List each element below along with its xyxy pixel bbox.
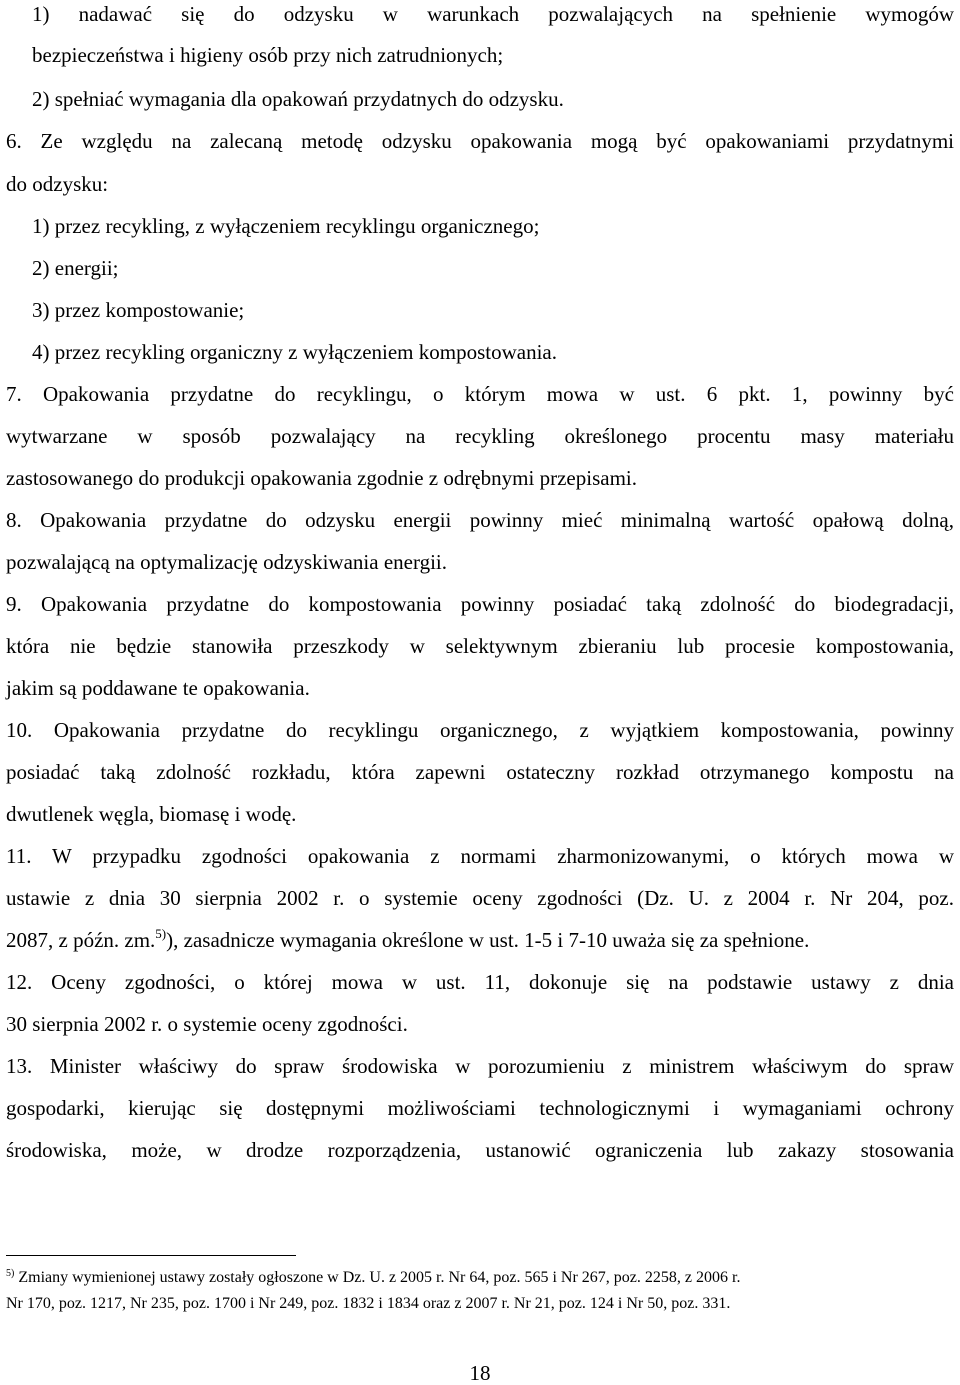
text-line: 2) energii; <box>32 256 119 280</box>
text-line: 1) nadawać się do odzysku w warunkach pozwalających na spełnienie wymogów <box>32 2 954 26</box>
text-line: wytwarzane w sposób pozwalający na recykling określonego procentu masy materiału <box>6 424 954 448</box>
text-segment: ), zasadnicze wymagania określone w ust. 1-5 i 7-10 uważa się za spełnione. <box>166 928 810 952</box>
text-line: która nie będzie stanowiła przeszkody w selektywnym zbieraniu lub procesie kompostowania, <box>6 634 954 658</box>
text-line: 2) spełniać wymagania dla opakowań przydatnych do odzysku. <box>32 87 564 111</box>
text-line: jakim są poddawane te opakowania. <box>6 676 310 700</box>
text-line: gospodarki, kierując się dostępnymi możliwościami technologicznymi i wymaganiami ochrony <box>6 1096 954 1120</box>
text-line: posiadać taką zdolność rozkładu, która zapewni ostateczny rozkład otrzymanego kompostu na <box>6 760 954 784</box>
text-line: 7. Opakowania przydatne do recyklingu, o którym mowa w ust. 6 pkt. 1, powinny być <box>6 382 954 406</box>
text-line: 6. Ze względu na zalecaną metodę odzysku opakowania mogą być opakowaniami przydatnymi <box>6 129 954 153</box>
text-segment: 2087, z późn. zm. <box>6 928 156 952</box>
text-line: dwutlenek węgla, biomasę i wodę. <box>6 802 297 826</box>
footnote-reference[interactable]: 5) <box>155 926 167 941</box>
footnote-line <box>6 1268 956 1288</box>
text-line: 10. Opakowania przydatne do recyklingu organicznego, z wyjątkiem kompostowania, powinny <box>6 718 954 742</box>
text-line: 1) przez recykling, z wyłączeniem recyklingu organicznego; <box>32 214 540 238</box>
text-line: 8. Opakowania przydatne do odzysku energii powinny mieć minimalną wartość opałową dolną, <box>6 508 954 532</box>
text-line: pozwalającą na optymalizację odzyskiwania energii. <box>6 550 447 574</box>
footnote-marker: 5) <box>6 1268 15 1279</box>
footnote-line: Nr 170, poz. 1217, Nr 235, poz. 1700 i Nr 249, poz. 1832 i 1834 oraz z 2007 r. Nr 21, poz. 124 i Nr 50, poz. 331. <box>6 1295 731 1312</box>
text-line: do odzysku: <box>6 172 109 196</box>
text-line: 4) przez recykling organiczny z wyłączeniem kompostowania. <box>32 340 557 364</box>
text-line: zastosowanego do produkcji opakowania zgodnie z odrębnymi przepisami. <box>6 466 637 490</box>
text-line: 11. W przypadku zgodności opakowania z normami zharmonizowanymi, o których mowa w <box>6 844 954 868</box>
text-line: 9. Opakowania przydatne do kompostowania powinny posiadać taką zdolność do biodegradacji, <box>6 592 954 616</box>
page-number: 18 <box>469 1361 491 1385</box>
text-line: bezpieczeństwa i higieny osób przy nich zatrudnionych; <box>32 43 504 67</box>
text-line: 30 sierpnia 2002 r. o systemie oceny zgodności. <box>6 1012 408 1036</box>
text-line: ustawie z dnia 30 sierpnia 2002 r. o systemie oceny zgodności (Dz. U. z 2004 r. Nr 204, poz. <box>6 886 954 910</box>
text-line: 12. Oceny zgodności, o której mowa w ust. 11, dokonuje się na podstawie ustawy z dnia <box>6 970 954 994</box>
text-line: 3) przez kompostowanie; <box>32 298 245 322</box>
text-line: środowiska, może, w drodze rozporządzenia, ustanowić ograniczenia lub zakazy stosowania <box>6 1138 954 1162</box>
text-line: 13. Minister właściwy do spraw środowiska w porozumieniu z ministrem właściwym do spraw <box>6 1054 954 1078</box>
footnote-separator <box>6 1255 296 1256</box>
footnote-text: Zmiany wymienionej ustawy zostały ogłoszone w Dz. U. z 2005 r. Nr 64, poz. 565 i Nr 267, poz. 2258, z 2006 r. <box>14 1269 741 1286</box>
text-line-with-footnote-ref <box>6 927 954 953</box>
